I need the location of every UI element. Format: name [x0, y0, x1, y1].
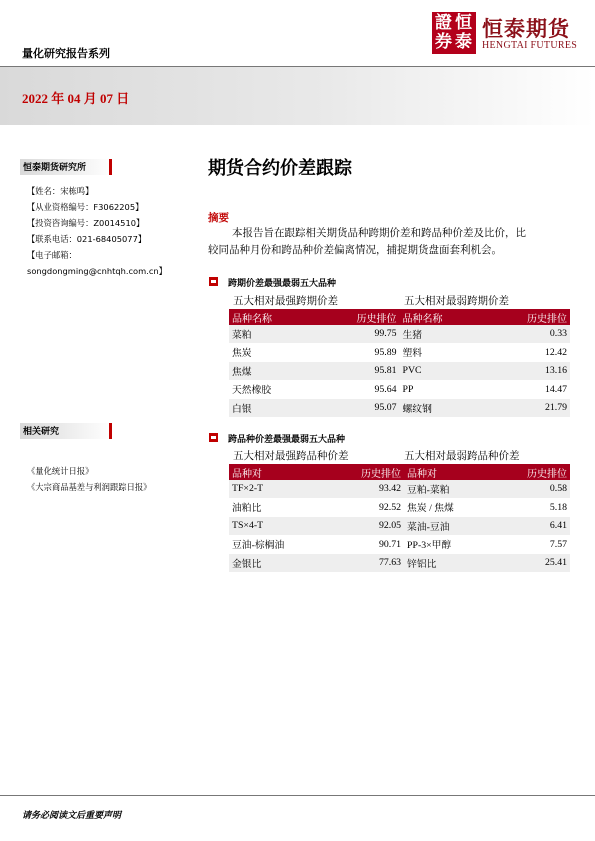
table-cell: 塑料 [400, 343, 485, 362]
table-cell: 95.64 [314, 380, 399, 399]
cross-variety-spread-table [229, 464, 570, 573]
column-header: 历史排位 [485, 309, 570, 325]
table-cell: 0.33 [485, 325, 570, 343]
table-cell: 菜粕 [229, 325, 314, 343]
column-header: 品种对 [229, 464, 327, 480]
related-report-item[interactable]: 《大宗商品基差与利润跟踪日报》 [27, 483, 152, 492]
table-cell: PP-3×甲醇 [404, 535, 493, 554]
table-row [229, 362, 570, 381]
column-header: 品种对 [404, 464, 493, 480]
table-cell: 生猪 [400, 325, 485, 343]
table-row [229, 325, 570, 343]
footer-divider [0, 795, 595, 796]
table-cell: 92.52 [327, 498, 404, 517]
table-cell: 13.16 [485, 362, 570, 381]
brand-name-en: HENGTAI FUTURES [482, 40, 578, 51]
brand-name-cn: 恒泰期货 [482, 17, 570, 41]
table-row [229, 380, 570, 399]
column-header: 品种名称 [400, 309, 485, 325]
section1-title: 跨期价差最强最弱五大品种 [228, 279, 337, 289]
institute-heading [20, 159, 112, 175]
section1-heading [209, 276, 336, 289]
heading-accent-bar [109, 159, 112, 175]
table-row [229, 554, 570, 573]
related-research-label: 相关研究 [23, 427, 60, 437]
table-cell: 焦煤 [229, 362, 314, 381]
table-cell: 天然橡胶 [229, 380, 314, 399]
table-row [229, 399, 570, 418]
abstract-text [208, 225, 574, 259]
table-cell: 焦炭 [229, 343, 314, 362]
section-icon [209, 277, 218, 286]
report-series-label: 量化研究报告系列 [22, 47, 110, 60]
table-row [229, 480, 570, 498]
table-cell: 21.79 [485, 399, 570, 418]
table-cell: 95.07 [314, 399, 399, 418]
report-date: 2022 年 04 月 07 日 [22, 91, 130, 106]
company-logo [432, 12, 582, 56]
table-cell: 豆粕-菜粕 [404, 480, 493, 498]
logo-seal [432, 12, 476, 54]
table-cell: 12.42 [485, 343, 570, 362]
table-row [229, 343, 570, 362]
section2-title: 跨品种价差最强最弱五大品种 [228, 435, 346, 445]
section2-left-caption: 五大相对最强跨品种价差 [233, 451, 349, 462]
section-icon [209, 433, 218, 442]
contact-name: 【姓名：宋栋鸣】 [27, 186, 94, 196]
seal-char: 恒 [455, 13, 472, 33]
table-row [229, 517, 570, 536]
table-cell: TS×4-T [229, 517, 327, 536]
table-cell: 菜油-豆油 [404, 517, 493, 536]
table-cell: 0.58 [493, 480, 570, 498]
table-cell: 螺纹钢 [400, 399, 485, 418]
table-cell: TF×2-T [229, 480, 327, 498]
related-report-item[interactable]: 《量化统计日报》 [27, 467, 94, 476]
table-cell: 93.42 [327, 480, 404, 498]
report-title: 期货合约价差跟踪 [208, 158, 352, 179]
abstract-line: 较同品种月份和跨品种价差偏离情况，捕捉期货盘面套利机会。 [208, 245, 502, 256]
seal-char: 泰 [455, 32, 472, 52]
table-row [229, 498, 570, 517]
table-cell: 白银 [229, 399, 314, 418]
table-cell: 99.75 [314, 325, 399, 343]
table-cell: 6.41 [493, 517, 570, 536]
column-header: 历史排位 [327, 464, 404, 480]
table-cell: 锌铝比 [404, 554, 493, 573]
contact-qualification: 【从业资格编号：F3062205】 [27, 202, 144, 212]
institute-label: 恒泰期货研究所 [23, 163, 87, 173]
column-header: 品种名称 [229, 309, 314, 325]
section2-right-caption: 五大相对最弱跨品种价差 [404, 451, 520, 462]
table-cell: 金银比 [229, 554, 327, 573]
table-header-row [229, 309, 570, 325]
abstract-heading: 摘要 [208, 212, 229, 224]
table-cell: 92.05 [327, 517, 404, 536]
table-cell: 5.18 [493, 498, 570, 517]
table-cell: 95.89 [314, 343, 399, 362]
related-reports-list [27, 464, 151, 496]
table-cell: 14.47 [485, 380, 570, 399]
table-cell: 7.57 [493, 535, 570, 554]
contact-phone: 【联系电话：021-68405077】 [27, 234, 147, 244]
seal-char: 券 [435, 32, 452, 52]
column-header: 历史排位 [314, 309, 399, 325]
column-header: 历史排位 [493, 464, 570, 480]
contact-email-label: 【电子邮箱： [27, 250, 77, 260]
table-cell: 油粕比 [229, 498, 327, 517]
contact-email[interactable]: songdongming@cnhtqh.com.cn】 [27, 266, 167, 276]
table-cell: 焦炭 / 焦煤 [404, 498, 493, 517]
table-cell: 豆油-棕榈油 [229, 535, 327, 554]
abstract-line: 本报告旨在跟踪相关期货品种跨期价差和跨品种价差及比价，比 [232, 228, 526, 239]
section1-left-caption: 五大相对最强跨期价差 [233, 296, 338, 307]
footer-disclaimer: 请务必阅读文后重要声明 [22, 811, 122, 821]
table-cell: 95.81 [314, 362, 399, 381]
section2-heading [209, 432, 345, 445]
table-cell: PP [400, 380, 485, 399]
table-header-row [229, 464, 570, 480]
table-cell: 25.41 [493, 554, 570, 573]
heading-accent-bar [109, 423, 112, 439]
table-cell: PVC [400, 362, 485, 381]
related-research-heading [20, 423, 112, 439]
contact-advisory-number: 【投资咨询编号：Z0014510】 [27, 218, 145, 228]
table-cell: 77.63 [327, 554, 404, 573]
section1-right-caption: 五大相对最弱跨期价差 [404, 296, 509, 307]
seal-char: 證 [435, 13, 452, 33]
calendar-spread-table [229, 309, 570, 418]
table-row [229, 535, 570, 554]
analyst-contact [27, 183, 167, 279]
table-cell: 90.71 [327, 535, 404, 554]
